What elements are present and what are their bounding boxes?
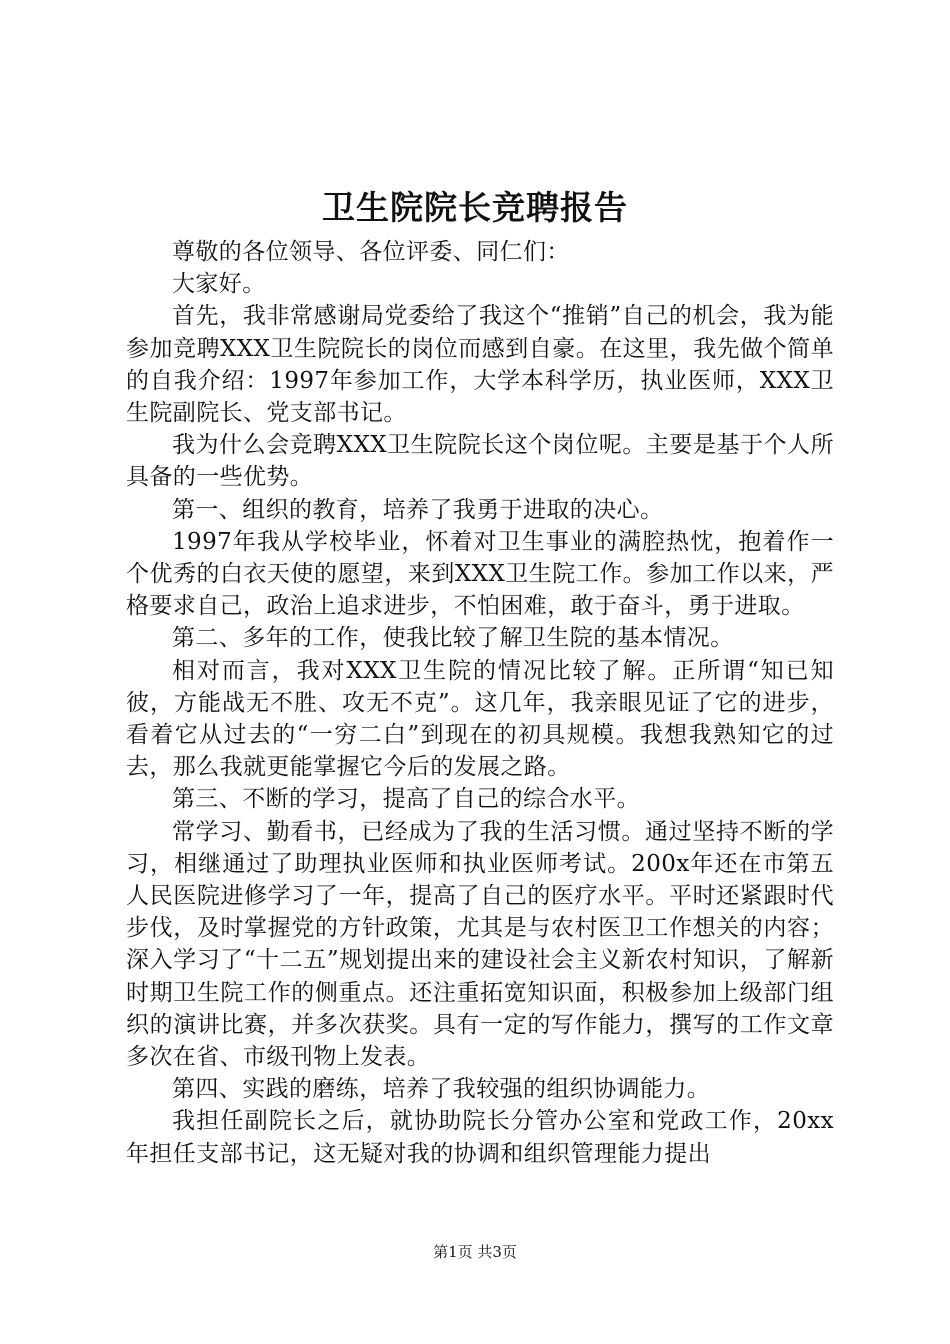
paragraph-intro: 首先，我非常感谢局党委给了我这个“推销”自己的机会，我为能参加竞聘XXX卫生院院长的岗位而感到自豪。在这里，我先做个简单的自我介绍：1997年参加工作，大学本科学历，执业医师，XXX卫生院副院长、党支部书记。 [126, 303, 834, 427]
greeting: 大家好。 [172, 271, 266, 298]
document-title: 卫生院院长竞聘报告 [322, 188, 628, 227]
paragraph-point-3: 常学习、勤看书，已经成为了我的生活习惯。通过坚持不断的学习，相继通过了助理执业医师和执业医师考试。200x年还在市第五人民医院进修学习了一年，提高了自己的医疗水平。平时还紧跟时代步伐，及时掌握党的方针政策，尤其是与农村医卫工作想关的内容；深入学习了“十二五”规划提出来的建设社会主义新农村知识，了解新时期卫生院工作的侧重点。还注重拓宽知识面，积极参加上级部门组织的演讲比赛，并多次获奖。具有一定的写作能力，撰写的工作文章多次在省、市级刊物上发表。 [126, 818, 834, 1071]
page-footer: 第1页 共3页 [433, 1243, 517, 1261]
paragraph-point-2: 相对而言，我对XXX卫生院的情况比较了解。正所谓“知已知彼，方能战无不胜、攻无不克”。这几年，我亲眼见证了它的进步，看着它从过去的“一穷二白”到现在的初具规模。我想我熟知它的过去，那么我就更能掌握它今后的发展之路。 [126, 657, 834, 781]
paragraph-point-4: 我担任副院长之后，就协助院长分管办公室和党政工作，20xx年担任支部书记，这无疑对我的协调和组织管理能力提出 [126, 1108, 834, 1167]
heading-point-1: 第一、组织的教育，培养了我勇于进取的决心。 [172, 496, 664, 523]
document-body [126, 236, 834, 1170]
salutation: 尊敬的各位领导、各位评委、同仁们： [172, 239, 570, 265]
heading-point-4: 第四、实践的磨练，培养了我较强的组织协调能力。 [172, 1076, 711, 1103]
paragraph-reason: 我为什么会竞聘XXX卫生院院长这个岗位呢。主要是基于个人所具备的一些优势。 [126, 432, 834, 491]
heading-point-3: 第三、不断的学习，提高了自己的综合水平。 [172, 786, 640, 813]
paragraph-point-1: 1997年我从学校毕业，怀着对卫生事业的满腔热忱，抱着作一个优秀的白衣天使的愿望，来到XXX卫生院工作。参加工作以来，严格要求自己，政治上追求进步，不怕困难，敢于奋斗，勇于进取。 [126, 528, 834, 620]
heading-point-2: 第二、多年的工作，使我比较了解卫生院的基本情况。 [172, 625, 734, 652]
